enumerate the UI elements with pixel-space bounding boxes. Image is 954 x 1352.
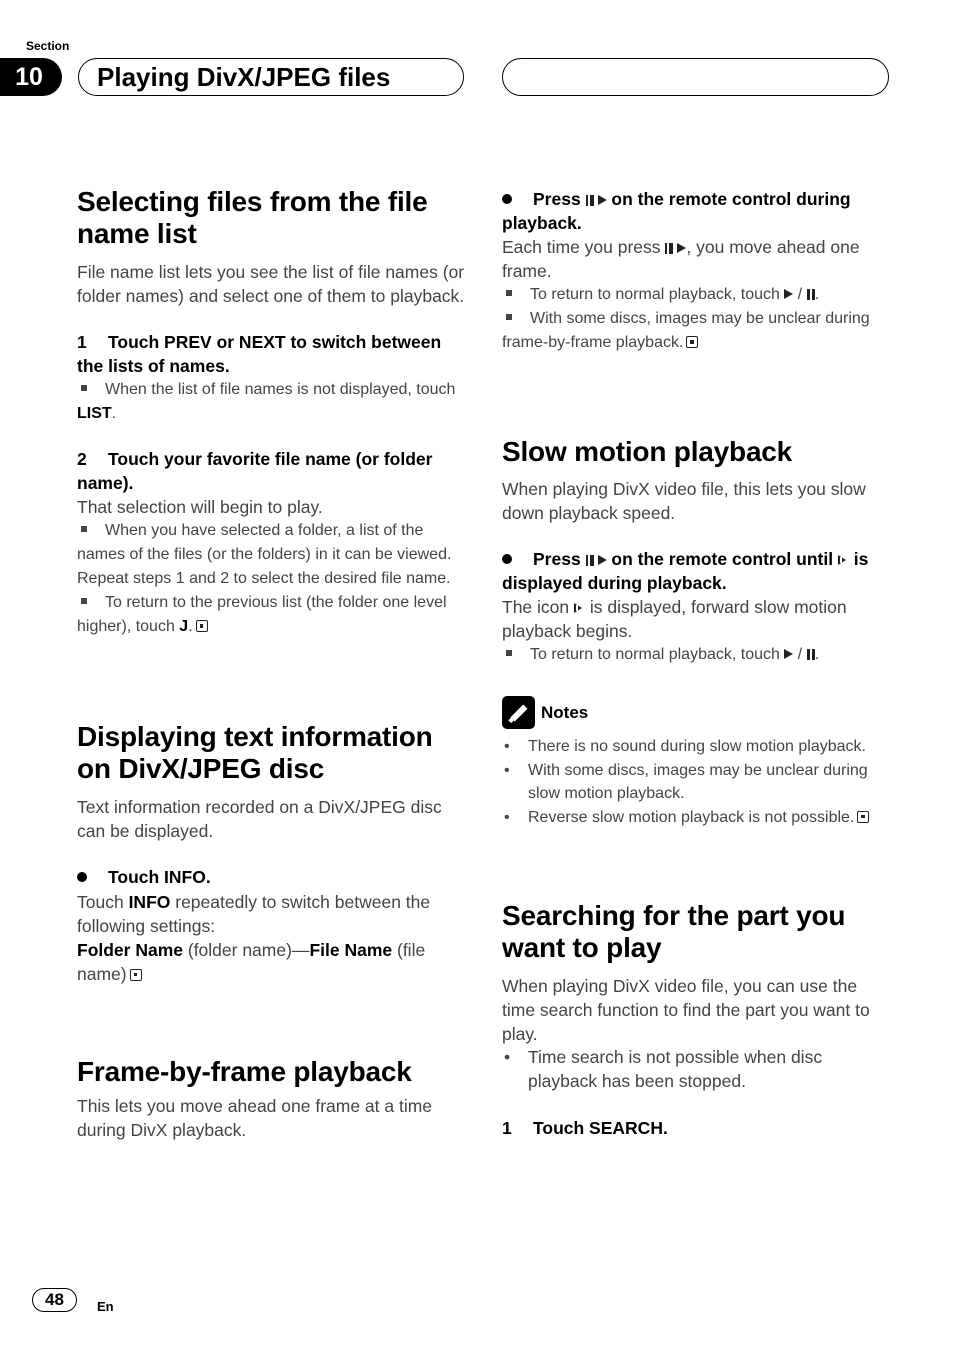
header-empty-pill [502, 58, 889, 96]
body-text: The icon [502, 597, 574, 617]
step-text: Press [533, 549, 586, 569]
note-text: To return to the previous list (the folder one level higher), touch [77, 594, 447, 635]
search-step-1 [502, 1117, 890, 1141]
left-column [77, 186, 465, 1142]
step-number: 1 [502, 1118, 512, 1138]
heading-selecting-files: Selecting files from the file name list [77, 186, 428, 249]
slow-note [502, 643, 890, 667]
notes-list [502, 735, 890, 829]
frame-body [502, 235, 890, 283]
return-icon: J [179, 618, 189, 635]
play-icon [598, 195, 607, 205]
slow-body [502, 595, 890, 643]
note-item: • There is no sound during slow motion playback. [502, 735, 890, 759]
square-bullet-icon [506, 290, 512, 296]
frame-note-2 [502, 307, 890, 355]
frame-note-1 [502, 283, 890, 307]
body-text-end: repeatedly to switch between the following settings: [77, 891, 431, 936]
step-text: Touch your favorite file name (or folder name). [77, 449, 433, 493]
selecting-files-intro: File name list lets you see the list of file names (or folder names) and select one of them to playback. [77, 262, 465, 306]
touch-info-body [77, 890, 465, 938]
end-mark-icon [196, 620, 208, 632]
frame-step [502, 188, 890, 235]
slow-step [502, 548, 890, 595]
chapter-title [78, 58, 464, 96]
square-bullet-icon [81, 385, 87, 391]
step-text: Touch INFO. [108, 867, 211, 887]
end-mark-icon [686, 336, 698, 348]
setting-file-name: File Name [309, 939, 393, 960]
note-text: With some discs, images may be unclear during frame-by-frame playback. [502, 310, 870, 351]
body-text-end: is displayed, forward slow motion playback begins. [502, 597, 847, 641]
play-pause-icon: / [784, 646, 814, 663]
note-text: When you have selected a folder, a list of the names of the files (or the folders) in it can be viewed. Repeat steps 1 and 2 to select the desired file name. [77, 522, 452, 587]
end-mark-icon [130, 969, 142, 981]
step-number: 2 [77, 449, 87, 469]
heading-frame-by-frame: Frame-by-frame playback [77, 1055, 412, 1087]
step-icon [586, 195, 590, 206]
slow-motion-icon [838, 555, 846, 565]
note-item [502, 806, 890, 830]
page-number: 48 [32, 1288, 77, 1312]
note-text-end: . [814, 646, 820, 663]
heading-displaying-text: Displaying text information on DivX/JPEG disc [77, 721, 433, 784]
slow-motion-intro: When playing DivX video file, this lets you slow down playback speed. [502, 479, 866, 523]
end-mark-icon [857, 811, 869, 823]
section-number-badge: 10 [0, 58, 62, 96]
note-item: • With some discs, images may be unclear during slow motion playback. [502, 759, 890, 806]
note-text-end: . [814, 286, 820, 303]
step-text-end: is displayed during playback. [502, 549, 869, 593]
note-text-end: . [188, 618, 193, 635]
section-label: Section [26, 39, 70, 53]
body-text-end: , you move ahead one frame. [502, 237, 860, 281]
right-column [502, 186, 890, 1141]
settings-list [77, 938, 465, 986]
search-bullet: • Time search is not possible when disc playback has been stopped. [502, 1046, 890, 1093]
bullet-dot-icon [502, 194, 512, 204]
body-bold: INFO [128, 891, 171, 912]
step-icon [586, 555, 590, 566]
heading-searching: Searching for the part you want to play [502, 900, 846, 963]
setting-folder-name: Folder Name [77, 939, 183, 960]
chapter-title-text: Playing DivX/JPEG files [97, 61, 391, 92]
step-2-body: That selection will begin to play. [77, 497, 323, 517]
note-text: To return to normal playback, touch [530, 646, 785, 663]
step-icon [665, 243, 669, 254]
touch-info-step [77, 866, 465, 890]
heading-slow-motion: Slow motion playback [502, 436, 793, 467]
searching-intro: When playing DivX video file, you can use the time search function to find the part you want to play. [502, 976, 870, 1044]
square-bullet-icon [506, 650, 512, 656]
notes-header [502, 696, 890, 729]
step-1-note [77, 378, 465, 426]
setting-desc: (file name) [77, 939, 426, 984]
step-1 [77, 331, 465, 378]
notes-label: Notes [541, 702, 589, 722]
step-text: Touch SEARCH. [533, 1118, 668, 1138]
frame-by-frame-intro: This lets you move ahead one frame at a time during DivX playback. [77, 1095, 433, 1140]
displaying-text-intro: Text information recorded on a DivX/JPEG disc can be displayed. [77, 797, 442, 841]
step-2-note-1 [77, 519, 465, 591]
square-bullet-icon [81, 526, 87, 532]
step-text: Press [533, 189, 586, 209]
note-text-end: . [111, 405, 117, 422]
slow-motion-icon [574, 603, 582, 613]
square-bullet-icon [506, 314, 512, 320]
step-2-note-2 [77, 591, 465, 639]
pencil-icon [502, 696, 535, 729]
step-text-end: on the remote control during playback. [502, 189, 851, 233]
note-bold: LIST [77, 405, 112, 422]
note-text: When the list of file names is not displayed, touch [105, 381, 456, 398]
play-pause-icon: / [784, 286, 814, 303]
step-2 [77, 448, 465, 495]
body-text: Touch [77, 891, 129, 912]
note-text: Reverse slow motion playback is not possible. [528, 808, 855, 826]
step-number: 1 [77, 332, 87, 352]
square-bullet-icon [81, 598, 87, 604]
play-icon [598, 555, 607, 565]
step-text-mid: on the remote control until [606, 549, 838, 569]
language-label: En [97, 1299, 114, 1314]
bullet-dot-icon [502, 554, 512, 564]
note-text: To return to normal playback, touch [530, 286, 785, 303]
step-text: Touch PREV or NEXT to switch between the lists of names. [77, 332, 442, 376]
bullet-dot-icon [77, 872, 87, 882]
setting-desc: (folder name)— [183, 939, 310, 960]
body-text: Each time you press [502, 237, 666, 257]
